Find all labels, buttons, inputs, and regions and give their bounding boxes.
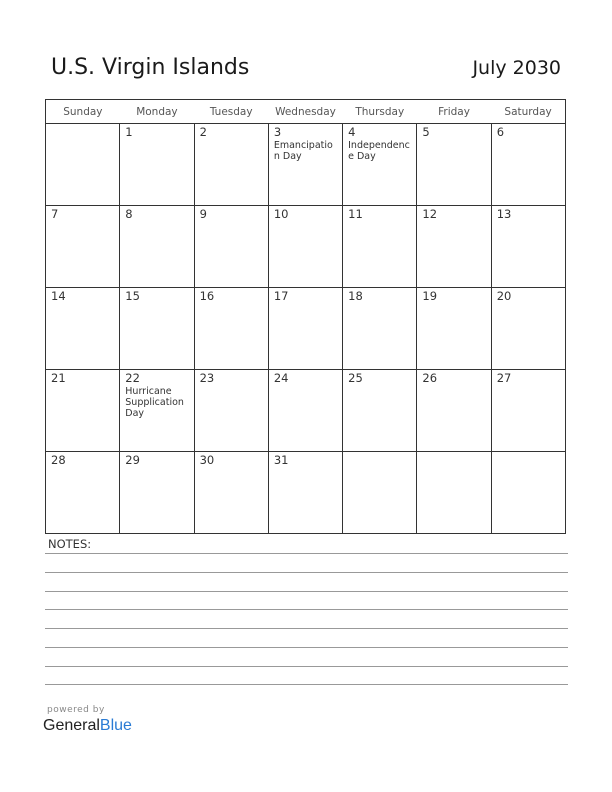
day-number: 10 xyxy=(273,207,289,221)
day-number: 18 xyxy=(348,289,363,303)
day-cell xyxy=(417,452,491,534)
day-number: 17 xyxy=(273,289,289,303)
day-number: 23 xyxy=(199,371,215,385)
day-number: 24 xyxy=(273,371,289,385)
day-cell xyxy=(46,124,120,206)
weekday-header-row xyxy=(46,100,566,124)
notes-line xyxy=(45,553,568,554)
day-cell xyxy=(120,452,194,534)
day-cell xyxy=(343,124,417,206)
day-cell xyxy=(343,288,417,370)
powered-by-text: powered by xyxy=(47,705,105,715)
day-cell xyxy=(194,288,268,370)
day-number: 2 xyxy=(199,125,207,139)
weekday-header: Tuesday xyxy=(194,100,268,124)
day-number: 30 xyxy=(199,453,215,467)
notes-line xyxy=(45,647,568,648)
calendar-grid xyxy=(45,99,566,534)
day-number: 14 xyxy=(51,289,66,303)
day-number: 13 xyxy=(496,207,512,221)
day-number: 31 xyxy=(273,453,289,467)
notes-line xyxy=(45,591,568,592)
day-number: 19 xyxy=(422,289,438,303)
day-cell xyxy=(120,288,194,370)
day-cell xyxy=(268,288,342,370)
day-cell xyxy=(491,288,565,370)
weekday-header: Monday xyxy=(120,100,194,124)
weekday-header: Saturday xyxy=(491,100,565,124)
notes-line xyxy=(45,628,568,629)
day-number: 5 xyxy=(422,125,430,139)
day-cell xyxy=(268,206,342,288)
weekday-header: Friday xyxy=(417,100,491,124)
day-number: 21 xyxy=(51,371,66,385)
calendar-country-title: U.S. Virgin Islands xyxy=(51,55,250,80)
week-row xyxy=(46,370,566,452)
day-cell xyxy=(268,124,342,206)
day-cell xyxy=(194,206,268,288)
day-cell xyxy=(194,124,268,206)
calendar-month-year: July 2030 xyxy=(472,57,561,79)
day-number: 28 xyxy=(51,453,66,467)
day-cell xyxy=(194,370,268,452)
day-cell xyxy=(491,370,565,452)
day-number: 6 xyxy=(496,125,505,139)
day-cell xyxy=(491,124,565,206)
day-cell xyxy=(268,452,342,534)
day-cell xyxy=(417,206,491,288)
holiday-label: Emancipation Day xyxy=(273,140,333,162)
day-number: 9 xyxy=(199,207,207,221)
holiday-label: Independence Day xyxy=(348,140,410,162)
brand-general: General xyxy=(43,717,100,734)
day-cell xyxy=(46,288,120,370)
day-number: 25 xyxy=(348,371,363,385)
week-row xyxy=(46,452,566,534)
day-number: 15 xyxy=(125,289,140,303)
day-number: 12 xyxy=(422,207,438,221)
day-number: 11 xyxy=(348,207,363,221)
holiday-label: Hurricane Supplication Day xyxy=(125,386,184,419)
day-cell xyxy=(120,206,194,288)
day-cell xyxy=(343,206,417,288)
day-number: 27 xyxy=(496,371,512,385)
day-cell xyxy=(491,452,565,534)
day-cell xyxy=(417,370,491,452)
week-row xyxy=(46,288,566,370)
day-cell xyxy=(343,452,417,534)
notes-line xyxy=(45,609,568,610)
day-number: 4 xyxy=(348,125,356,139)
notes-label: NOTES: xyxy=(48,537,92,551)
day-number: 22 xyxy=(125,371,140,385)
brand-blue: Blue xyxy=(99,717,132,734)
day-cell xyxy=(417,124,491,206)
day-cell xyxy=(194,452,268,534)
generalblue-logo xyxy=(43,717,132,735)
day-cell xyxy=(120,124,194,206)
week-row xyxy=(46,124,566,206)
day-number: 7 xyxy=(51,207,59,221)
weekday-header: Thursday xyxy=(343,100,417,124)
notes-line xyxy=(45,572,568,573)
week-row xyxy=(46,206,566,288)
day-number: 8 xyxy=(125,207,133,221)
day-cell xyxy=(46,452,120,534)
day-cell xyxy=(46,206,120,288)
day-cell xyxy=(268,370,342,452)
notes-line xyxy=(45,666,568,667)
day-number: 29 xyxy=(125,453,140,467)
day-cell xyxy=(343,370,417,452)
day-cell xyxy=(417,288,491,370)
day-number: 16 xyxy=(199,289,215,303)
day-cell xyxy=(120,370,194,452)
day-cell xyxy=(46,370,120,452)
day-number: 3 xyxy=(273,125,282,139)
notes-line xyxy=(45,684,568,685)
day-cell xyxy=(491,206,565,288)
day-number: 26 xyxy=(422,371,438,385)
day-number: 1 xyxy=(125,125,133,139)
day-number: 20 xyxy=(496,289,512,303)
weekday-header: Sunday xyxy=(46,100,120,124)
weekday-header: Wednesday xyxy=(268,100,342,124)
